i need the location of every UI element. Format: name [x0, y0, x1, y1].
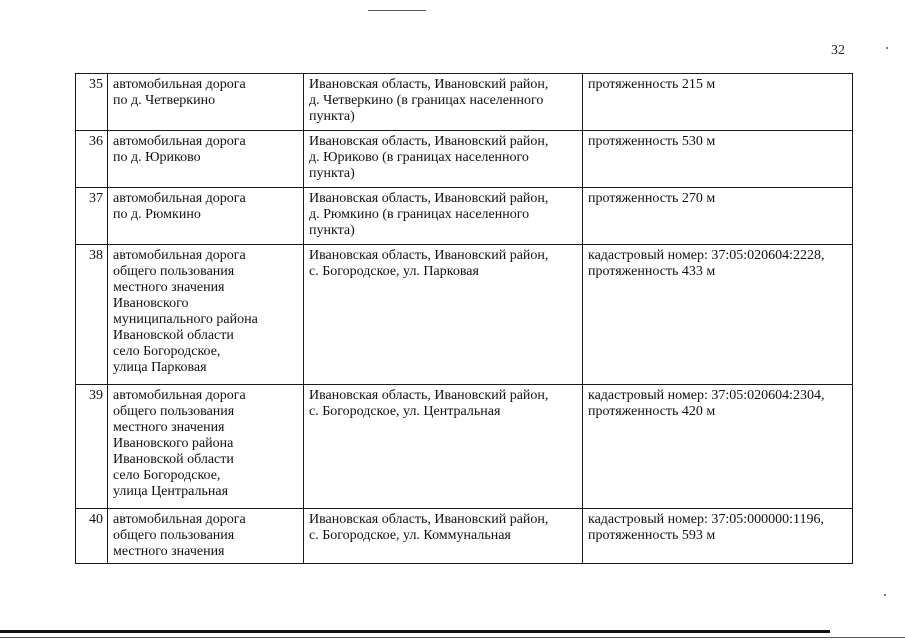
- table-row: [76, 509, 853, 564]
- bottom-scan-edge: [0, 630, 830, 633]
- table-row: [76, 385, 853, 509]
- road-address: Ивановская область, Ивановский район, д. Четверкино (в границах населенного пункта): [304, 74, 583, 131]
- scan-speck: [886, 47, 888, 49]
- road-name: автомобильная дорога общего пользования местного значения Ивановского района Ивановской области село Богородское, улица Центральная: [108, 385, 304, 509]
- road-registry-table: [75, 73, 853, 564]
- road-characteristics: кадастровый номер: 37:05:020604:2228, протяженность 433 м: [583, 245, 853, 385]
- road-address: Ивановская область, Ивановский район, д. Рюмкино (в границах населенного пункта): [304, 188, 583, 245]
- top-rule: [368, 10, 426, 11]
- bottom-scan-edge-thin: [0, 637, 905, 638]
- road-address: Ивановская область, Ивановский район, с. Богородское, ул. Коммунальная: [304, 509, 583, 564]
- road-characteristics: кадастровый номер: 37:05:000000:1196, протяженность 593 м: [583, 509, 853, 564]
- row-number: 35: [76, 74, 108, 131]
- row-number: 38: [76, 245, 108, 385]
- road-characteristics: протяженность 530 м: [583, 131, 853, 188]
- road-name: автомобильная дорога по д. Рюмкино: [108, 188, 304, 245]
- road-name: автомобильная дорога по д. Юриково: [108, 131, 304, 188]
- table-row: [76, 131, 853, 188]
- road-name: автомобильная дорога общего пользования местного значения: [108, 509, 304, 564]
- row-number: 37: [76, 188, 108, 245]
- row-number: 40: [76, 509, 108, 564]
- road-address: Ивановская область, Ивановский район, с. Богородское, ул. Центральная: [304, 385, 583, 509]
- row-number: 39: [76, 385, 108, 509]
- road-characteristics: протяженность 270 м: [583, 188, 853, 245]
- road-name: автомобильная дорога по д. Четверкино: [108, 74, 304, 131]
- road-characteristics: протяженность 215 м: [583, 74, 853, 131]
- road-characteristics: кадастровый номер: 37:05:020604:2304, протяженность 420 м: [583, 385, 853, 509]
- scan-speck: [884, 594, 886, 596]
- page-number: 32: [831, 43, 845, 58]
- table-row: [76, 245, 853, 385]
- road-address: Ивановская область, Ивановский район, д. Юриково (в границах населенного пункта): [304, 131, 583, 188]
- road-name: автомобильная дорога общего пользования местного значения Ивановского муниципального района Ивановской области село Богородское, улица Парковая: [108, 245, 304, 385]
- road-address: Ивановская область, Ивановский район, с. Богородское, ул. Парковая: [304, 245, 583, 385]
- table-row: [76, 74, 853, 131]
- row-number: 36: [76, 131, 108, 188]
- table-row: [76, 188, 853, 245]
